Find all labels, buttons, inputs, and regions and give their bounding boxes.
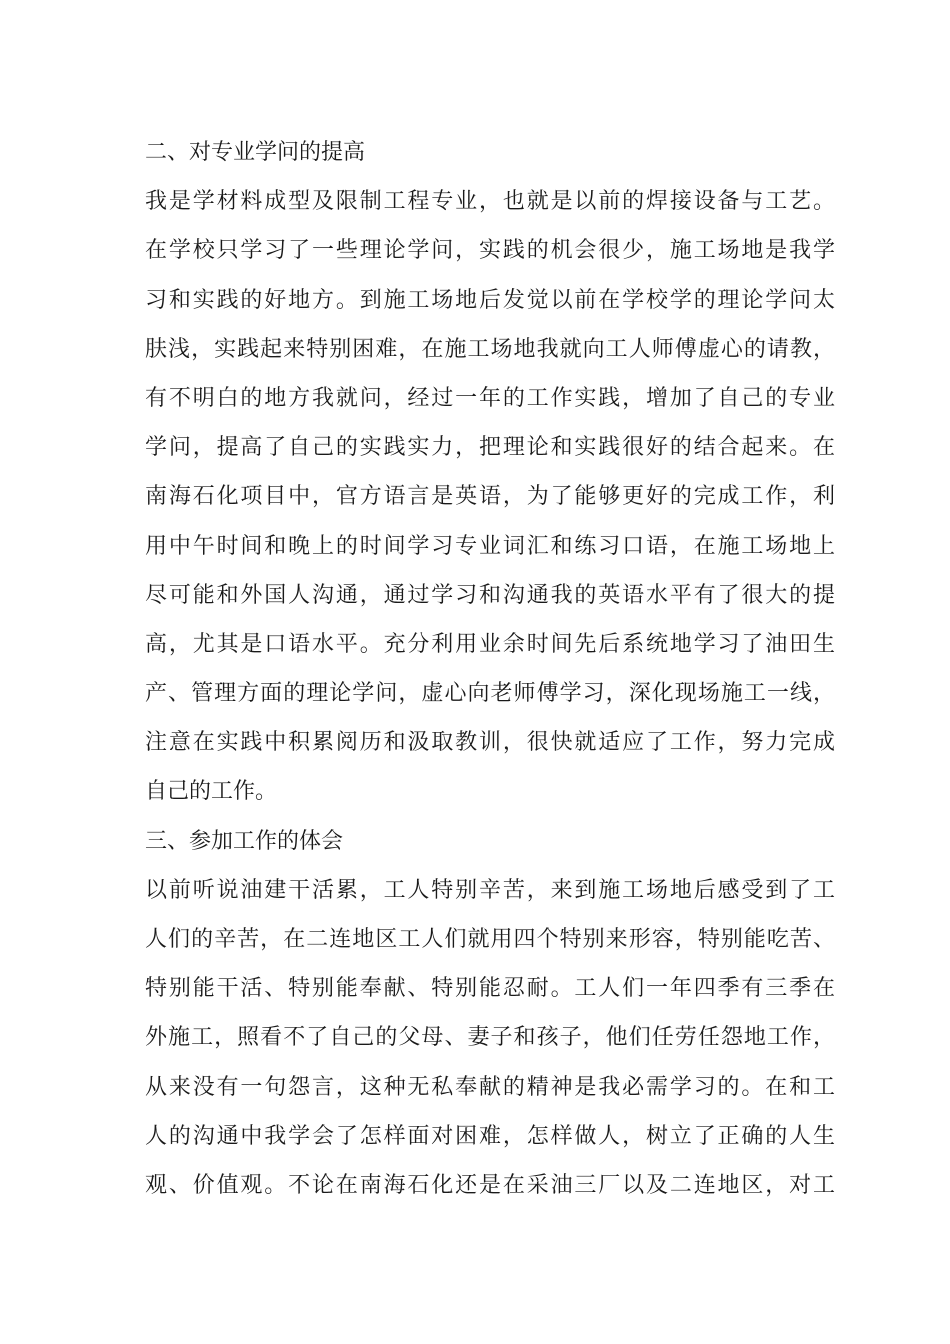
paragraph-line: 产、管理方面的理论学问，虚心向老师傅学习，深化现场施工一线， [145,681,835,707]
paragraph-line: 外施工，照看不了自己的父母、妻子和孩子，他们任劳任怨地工作， [145,1025,835,1051]
paragraph-line: 我是学材料成型及限制工程专业，也就是以前的焊接设备与工艺。 [145,189,835,215]
section-heading: 二、对专业学问的提高 [145,140,366,165]
paragraph-line: 有不明白的地方我就问，经过一年的工作实践，增加了自己的专业 [145,385,835,411]
section-heading: 三、参加工作的体会 [145,828,344,854]
paragraph-line: 肤浅，实践起来特别困难，在施工场地我就向工人师傅虚心的请教， [145,336,835,362]
paragraph-line: 从来没有一句怨言，这种无私奉献的精神是我必需学习的。在和工 [145,1074,835,1100]
paragraph-line: 观、价值观。不论在南海石化还是在采油三厂以及二连地区，对工 [145,1172,835,1198]
paragraph-line: 高，尤其是口语水平。充分利用业余时间先后系统地学习了油田生 [145,631,835,657]
paragraph-line: 学问，提高了自己的实践实力，把理论和实践很好的结合起来。在 [145,435,835,461]
paragraph-line: 尽可能和外国人沟通，通过学习和沟通我的英语水平有了很大的提 [145,582,835,608]
paragraph-line: 特别能干活、特别能奉献、特别能忍耐。工人们一年四季有三季在 [145,976,835,1002]
paragraph-line: 习和实践的好地方。到施工场地后发觉以前在学校学的理论学问太 [145,287,835,313]
paragraph-line: 南海石化项目中，官方语言是英语，为了能够更好的完成工作，利 [145,484,835,510]
paragraph-line: 人们的辛苦，在二连地区工人们就用四个特别来形容，特别能吃苦、 [145,927,835,952]
paragraph-line: 用中午时间和晚上的时间学习专业词汇和练习口语，在施工场地上 [145,533,835,559]
paragraph-line: 在学校只学习了一些理论学问，实践的机会很少，施工场地是我学 [145,238,835,264]
paragraph-line: 人的沟通中我学会了怎样面对困难，怎样做人，树立了正确的人生 [145,1123,835,1149]
paragraph-line: 以前听说油建干活累，工人特别辛苦，来到施工场地后感受到了工 [145,877,835,903]
body-text [145,128,835,1210]
paragraph-line: 自己的工作。 [145,779,278,805]
paragraph-line: 注意在实践中积累阅历和汲取教训，很快就适应了工作，努力完成 [145,730,835,756]
